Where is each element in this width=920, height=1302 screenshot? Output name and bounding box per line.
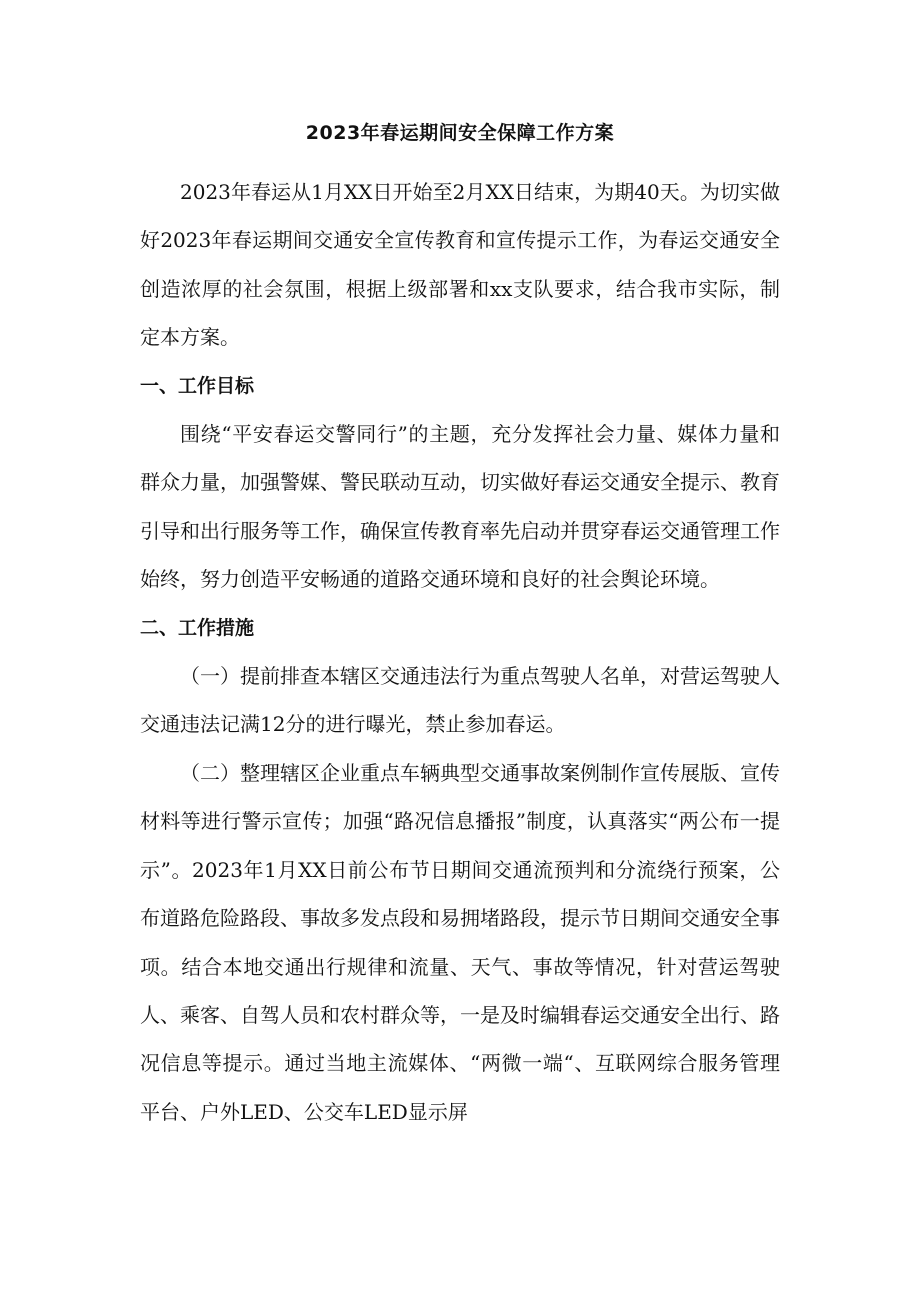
section-heading-goals: 一、工作目标	[140, 374, 255, 397]
section-heading-measures: 二、工作措施	[140, 616, 255, 639]
document-body	[140, 168, 780, 1136]
measure-item-2: （二）整理辖区企业重点车辆典型交通事故案例制作宣传展版、宣传材料等进行警示宣传；加强“路况信息播报”制度，认真落实“两公布一提示”。2023年1月XX日前公布节日期间交通流预判和分流绕行预案，公布道路危险路段、事故多发点段和易拥堵路段，提示节日期间交通安全事项。结合本地交通出行规律和流量、天气、事故等情况，针对营运驾驶人、乘客、自驾人员和农村群众等，一是及时编辑春运交通安全出行、路况信息等提示。通过当地主流媒体、“两微一端“、互联网综合服务管理平台、户外LED、公交车LED显示屏	[140, 760, 780, 1124]
goals-paragraph: 围绕“平安春运交警同行”的主题，充分发挥社会力量、媒体力量和群众力量，加强警媒、警民联动互动，切实做好春运交通安全提示、教育引导和出行服务等工作，确保宣传教育率先启动并贯穿春运交通管理工作始终，努力创造平安畅通的道路交通环境和良好的社会舆论环境。	[140, 422, 780, 592]
measure-item-1: （一）提前排查本辖区交通违法行为重点驾驶人名单，对营运驾驶人交通违法记满12分的进行曝光，禁止参加春运。	[140, 664, 780, 737]
intro-paragraph: 2023年春运从1月XX日开始至2月XX日结束，为期40天。为切实做好2023年春运期间交通安全宣传教育和宣传提示工作，为春运交通安全创造浓厚的社会氛围，根据上级部署和xx支队要求，结合我市实际，制定本方案。	[140, 180, 780, 350]
document-title: 2023年春运期间安全保障工作方案	[305, 122, 615, 144]
